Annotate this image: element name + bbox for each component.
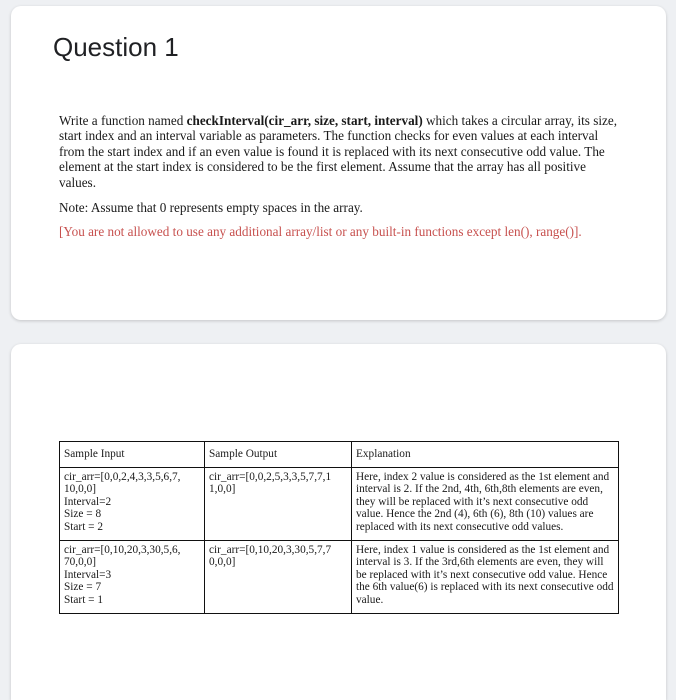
table-row bbox=[60, 467, 619, 540]
input-line: 70,0,0] bbox=[64, 556, 97, 569]
sample-input-cell bbox=[60, 540, 205, 613]
header-sample-output: Sample Output bbox=[205, 442, 352, 468]
input-line: Start = 2 bbox=[64, 520, 104, 533]
sample-output-cell bbox=[205, 467, 352, 540]
table-header-row bbox=[60, 442, 619, 468]
question-description bbox=[59, 113, 619, 190]
output-line: cir_arr=[0,10,20,3,30,5,7,7 bbox=[209, 543, 332, 556]
input-line: Interval=2 bbox=[64, 495, 112, 508]
intro-before: Write a function named bbox=[59, 113, 187, 128]
question-card bbox=[11, 6, 666, 320]
table-row bbox=[60, 540, 619, 613]
intro-after: which takes a circular array, its size, start index and an interval variable as parameters. The function checks for even values at each interval from the start index and if an even value is found it is replaced with its next consecutive odd value. The element at the start index is considered to be the first element. Assume that the array has all positive values. bbox=[59, 113, 618, 190]
explanation-text: Here, index 2 value is considered as the 1st element and interval is 2. If the 2nd, 4th, 6th,8th elements are even, they will be replaced with it’s next consecutive odd value. Hence the 2nd (4), 6th (6), 8th (10) values are replaced with its next consecutive odd values. bbox=[356, 470, 610, 533]
sample-table bbox=[59, 441, 619, 614]
question-restriction: [You are not allowed to use any additional array/list or any built-in functions except len(), range()]. bbox=[59, 224, 582, 240]
header-sample-input: Sample Input bbox=[60, 442, 205, 468]
question-note: Note: Assume that 0 represents empty spaces in the array. bbox=[59, 200, 363, 216]
header-explanation: Explanation bbox=[352, 442, 619, 468]
input-line: Interval=3 bbox=[64, 568, 112, 581]
explanation-cell bbox=[352, 467, 619, 540]
input-line: cir_arr=[0,10,20,3,30,5,6, bbox=[64, 543, 181, 556]
function-signature: checkInterval(cir_arr, size, start, interval) bbox=[186, 113, 423, 128]
input-line: Size = 8 bbox=[64, 508, 102, 521]
input-line: Size = 7 bbox=[64, 581, 102, 594]
explanation-text: Here, index 1 value is considered as the 1st element and interval is 3. If the 3rd,6th elements are even, they will be replaced with it’s next consecutive odd value. Hence the 6th value(6) is replaced with its next consecutive odd value. bbox=[356, 543, 614, 606]
explanation-cell bbox=[352, 540, 619, 613]
sample-output-cell bbox=[205, 540, 352, 613]
input-line: Start = 1 bbox=[64, 593, 104, 606]
sample-card bbox=[11, 344, 666, 700]
input-line: cir_arr=[0,0,2,4,3,3,5,6,7, bbox=[64, 470, 181, 483]
output-line: 1,0,0] bbox=[209, 483, 236, 496]
sample-input-cell bbox=[60, 467, 205, 540]
output-line: cir_arr=[0,0,2,5,3,3,5,7,7,1 bbox=[209, 470, 332, 483]
input-line: 10,0,0] bbox=[64, 483, 97, 496]
output-line: 0,0,0] bbox=[209, 556, 236, 569]
question-title: Question 1 bbox=[53, 32, 179, 62]
question-body bbox=[59, 113, 619, 240]
